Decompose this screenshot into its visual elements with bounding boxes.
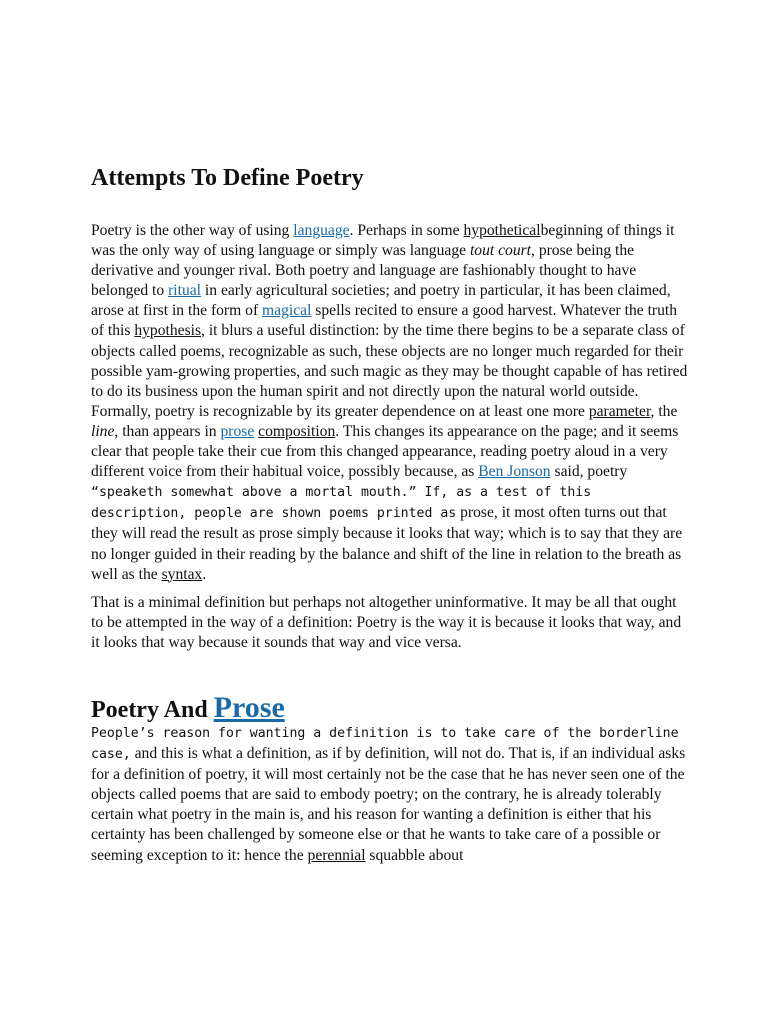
link-parameter[interactable]: parameter [588,402,651,420]
link-ben-jonson[interactable]: Ben Jonson [478,463,551,481]
text-run: Poetry is the other way of using [91,222,294,239]
text-run: , the [650,402,678,420]
section-heading-attempts: Attempts To Define Poetry [91,165,364,191]
text-run: , it blurs a useful distinction: by the time there begins to be a separate class of objects called poems, recognizable as such, these objects are no longer much regarded for their possible yam-growing properties, and such magic as they may be thought capable of has retired to do its business upon the human spirit and not directly upon the natural world outside. [91,322,688,400]
text-run: spells recited to ensure a good harvest. Whatever the truth of this [91,302,678,340]
paragraph-formally [91,402,691,585]
text-run: said, poetry [550,463,628,481]
quote-monospace-run: “speaketh somewhat above a mortal mouth.” If, as a test of this description, people are shown poems printed as [91,485,592,522]
document-page [91,163,691,866]
monospace-run: People’s reason for wanting a definition is to take care of the borderline case, [91,725,679,763]
text-run: , than appears in [114,422,221,440]
link-hypothesis[interactable]: hypothesis [134,322,202,340]
text-run: squabble about [365,846,464,864]
text-run: in early agricultural societies; and poetry in particular, it has been claimed, arose at first in the form of [91,282,671,320]
text-run: . Perhaps in some [349,222,464,239]
italic-tout-court: tout court [469,242,532,260]
text-run: Formally, poetry is recognizable by its greater dependence on at least one more [91,402,589,420]
text-run: , prose being the derivative and younger rival. Both poetry and language are fashionably thought to have belonged to [91,242,637,300]
text-run: and this is what a definition, as if by definition, will not do. That is, if an individual asks for a definition of poetry, it will most certainly not be the case that he has never seen one of the objects called poems that are said to embody poetry; on the contrary, he is already tolerably certain what poetry in the main is, and his reason for wanting a definition is either that his certainty has been challenged by someone else or that he wants to take care of a possible or seeming exception to it: hence the [91,745,686,864]
heading-text: Poetry And [91,696,214,723]
link-language[interactable]: language [293,222,350,239]
link-composition[interactable]: composition [258,422,336,440]
link-magical[interactable]: magical [262,302,312,320]
italic-line: line [91,422,115,440]
link-prose[interactable]: prose [220,422,255,440]
link-perennial[interactable]: perennial [307,846,366,864]
text-run: . [202,565,207,583]
link-ritual[interactable]: ritual [168,282,202,300]
paragraph-minimal-definition: That is a minimal definition but perhaps not altogether uninformative. It may be all that ought to be attempted in the way of a definition: Poetry is the way it is because it looks that way, and it looks that way because it sounds that way and vice versa. [91,593,682,651]
text-run: . This changes its appearance on the page; and it seems clear that people take their cue from this changed appearance, reading poetry aloud in a very different voice from their habitual voice, possibly because, as [91,422,679,481]
paragraph-origins [91,221,691,402]
link-syntax[interactable]: syntax [161,565,203,583]
link-hypothetical[interactable]: hypothetical [463,222,541,239]
paragraph-borderline [91,723,691,866]
link-prose-heading[interactable]: Prose [213,690,285,724]
section-heading-poetry-and-prose [91,691,691,727]
text-run: beginning of things it was the only way of using language or simply was language [91,222,675,260]
text-run: prose, it most often turns out that they will read the result as prose simply because it looks that way; which is to say that they are no longer guided in their reading by the balance and shift of the line in relation to the breath as well as the [91,504,683,583]
